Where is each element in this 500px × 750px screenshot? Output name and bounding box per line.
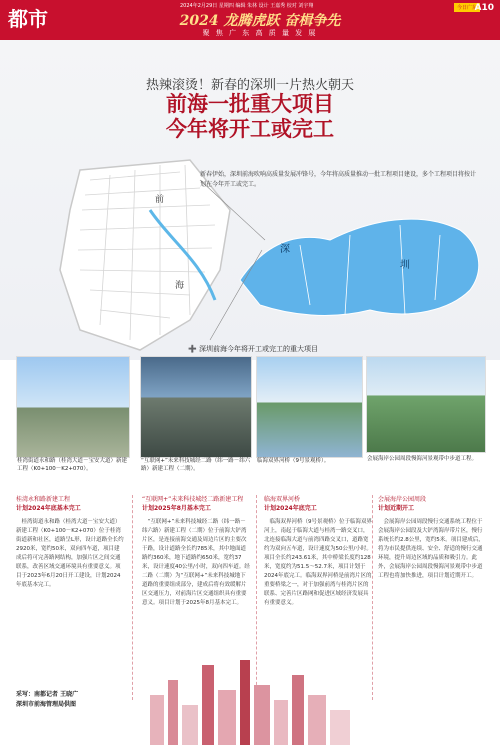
photo-yonghe-road: [16, 356, 130, 472]
photo-shuangjiehe-bridge: [256, 356, 363, 464]
photo-caption: 临海双界河桥（9号景观桥）。: [257, 458, 330, 464]
slogan-subtitle: 聚 焦 广 东 高 质 量 发 展: [202, 29, 318, 37]
article-column-4: [378, 495, 486, 581]
issue-meta: 2024年2月29日 星期四 编辑 朱林 设计 王嘉秀 校对 刘宇翔: [180, 3, 314, 9]
section-tag: 今日广东: [454, 3, 480, 12]
map-label-hai: 海: [175, 281, 185, 291]
column-subtitle: 计划2024年底基本完工: [16, 505, 81, 512]
masthead-bar: [0, 0, 500, 40]
map-caption-text: 深圳前海今年将开工或完工的重大项目: [198, 345, 318, 353]
article-headline: [0, 92, 500, 142]
headline-line-1: 前海一批重大项目: [166, 92, 334, 116]
column-body: “互联网+”未来科技城经二路（纬一路－纬六路）新建工程（二期）位于前海大铲湾片区，是连接前海交通及周边片区的主要次干路，设计道路全长约785米，其中地面道路约360米，地下道路约650米，宽约37米，设计速度40公里/小时，双向四车道。经二路（二期）为“互联网+”未来科技城地下道路的重要组成部分，建成后将有效缓解片区交通压力，对前海片区交通组织具有重要意义。项目计划于2025年8月基本完工。: [142, 519, 250, 606]
headline-line-2: 今年将开工或完工: [166, 117, 334, 141]
article-column-1: [16, 495, 124, 590]
article-column-2: [142, 495, 250, 608]
column-divider: [132, 495, 133, 700]
column-body: 临海双界河桥（9号景观桥）位于临海双界河上，南起于临海大道与桂湾一路交叉口，北连接临海大道与前湾四路交叉口，道路宽约为双向五车道，设计速度为50公里/小时。项目全长约243.61米，其中桥梁长度约128米，宽度约为51.5～52.7米，项目计划于2024年底完工。临海双界河桥是前湾片区的重要桥梁之一，对于加强前湾与桂湾片区的联系、完善片区路网和促进区域经济发展具有重要意义。: [264, 519, 373, 606]
map-label-zhen: 圳: [400, 260, 410, 271]
article-lead: 新春伊始，深圳前海吹响高质量发展冲锋号，今年将高质量推动一批工程项目建设，多个工程项目将按计划在今年开工或完工。: [200, 171, 477, 188]
column-title: “互联网+”未来科技城经二路新建工程: [142, 496, 244, 503]
map-caption: [188, 344, 318, 354]
column-title: 桂湾永和路新建工程: [16, 496, 71, 503]
page-number: A10: [474, 3, 494, 13]
column-body: 会展海岸公园周段慢行交通系统工程位于会展海岸公园段及大铲湾海岸带片区，慢行系统长约2.8公里，宽约5米。项目建成后，将为市民提供连续、安全、舒适的慢行交通环境，提升周边区域的品质和吸引力。此外，会展海岸公园周段慢海河景观带中步道工程也将加快推进，项目计划近期开工。: [378, 519, 484, 579]
slogan: 2024 龙腾虎跃 奋楫争先: [179, 13, 341, 29]
photo-caption: 桂湾街道永和路（桂湾大道－宝安大道）新建工程（K0+100－K2+070）。: [17, 458, 128, 472]
column-subtitle: 计划2024年底完工: [264, 505, 317, 512]
column-title: 临海双界河桥: [264, 496, 301, 503]
reporter-credit: 采写：南都记者 王晓广: [16, 691, 79, 698]
column-body: 桂湾街道永和路（桂湾大道－宝安大道）新建工程（K0+100－K2+070）位于桂湾街道新和社区，道路呈L形，设计道路全长约2920米，宽约50米，双向四车道，项目建成后将可完善路网结构，加强片区之间交通联系，改善区域交通环境具有重要意义。项目于2023年6月20日开工建设，计划2024年底基本完工。: [16, 519, 124, 588]
photo-jing-er-road: [140, 356, 252, 472]
skyline-illustration: [140, 655, 360, 745]
caption-marker-icon: ➕: [188, 345, 197, 353]
photo-coast-park: [366, 356, 486, 462]
photo-caption: 会展海岸公园周段慢海河景观带中步道工程。: [367, 456, 478, 462]
column-title: 会展海岸公园周段: [378, 496, 427, 503]
article-column-3: [264, 495, 372, 608]
article-credit: [16, 690, 136, 710]
article-kicker: 热辣滚烫！新春的深圳一片热火朝天: [145, 78, 354, 93]
photo-credit: 深圳市前海管理局供图: [16, 701, 77, 708]
column-subtitle: 计划近期开工: [378, 505, 415, 512]
map-label-qian: 前: [155, 195, 165, 205]
column-subtitle: 计划2025年8月基本完工: [142, 505, 211, 512]
section-title: 都市: [8, 7, 48, 31]
map-label-shen: 深: [280, 244, 290, 255]
column-divider: [372, 495, 373, 700]
photo-caption: “互联网+”未来科技城经二路（纬一路－纬六路）新建工程（二期）。: [141, 458, 251, 472]
